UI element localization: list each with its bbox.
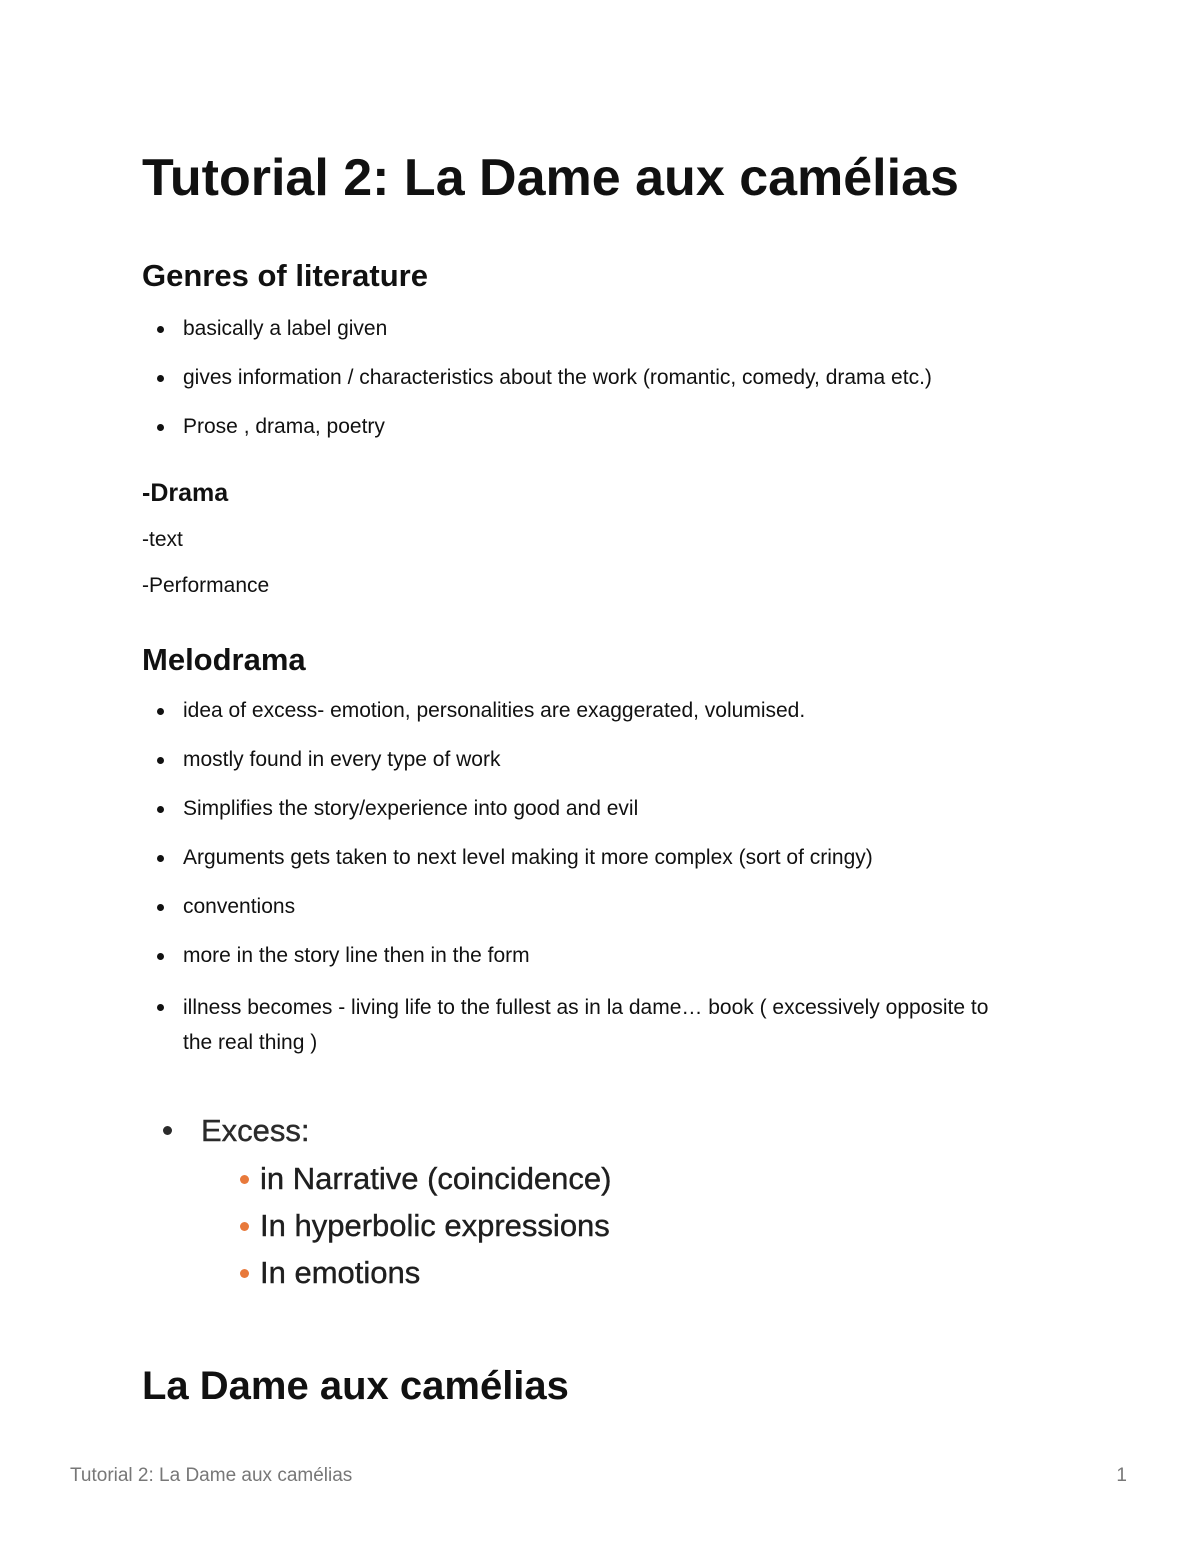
bullet-icon [157,708,164,715]
bullet-icon [157,326,164,333]
bullet-icon [157,1004,164,1011]
bullet-icon [163,1126,172,1135]
melodrama-bullet-list [142,696,1003,1060]
list-item: more in the story line then in the form [142,941,1003,971]
genres-bullet-list [142,314,1003,442]
bullet-icon [157,953,164,960]
excess-label: Excess: [201,1113,310,1148]
page-number: 1 [1116,1465,1127,1486]
section-heading-genres: Genres of literature [142,258,428,293]
orange-bullet-icon [240,1175,249,1184]
list-item: Prose , drama, poetry [142,412,1003,442]
page-title: Tutorial 2: La Dame aux camélias [142,149,959,207]
bullet-icon [157,904,164,911]
list-item: illness becomes - living life to the fullest as in la dame… book ( excessively opposite to the real thing ) [142,990,1003,1060]
bullet-icon [157,375,164,382]
list-item: gives information / characteristics about the work (romantic, comedy, drama etc.) [142,363,1003,393]
list-item: Simplifies the story/experience into good and evil [142,794,1003,824]
bullet-icon [157,424,164,431]
list-item: basically a label given [142,314,1003,344]
slide-excerpt-image: Excess: in Narrative (coincidence) In hyperbolic expressions In emotions [155,1108,715,1298]
list-item: conventions [142,892,1003,922]
bullet-icon [157,806,164,813]
list-item: Arguments gets taken to next level making it more complex (sort of cringy) [142,843,1003,873]
bullet-icon [157,855,164,862]
footer-title: Tutorial 2: La Dame aux camélias [70,1465,353,1486]
drama-line-performance: -Performance [142,574,270,597]
section-heading-melodrama: Melodrama [142,642,306,677]
list-item: mostly found in every type of work [142,745,1003,775]
bullet-icon [157,757,164,764]
section-heading-la-dame: La Dame aux camélias [142,1364,569,1408]
section-heading-drama: -Drama [142,479,229,507]
orange-bullet-icon [240,1222,249,1231]
list-item: idea of excess- emotion, personalities are exaggerated, volumised. [142,696,1003,726]
orange-bullet-icon [240,1269,249,1278]
drama-line-text: -text [142,528,183,551]
